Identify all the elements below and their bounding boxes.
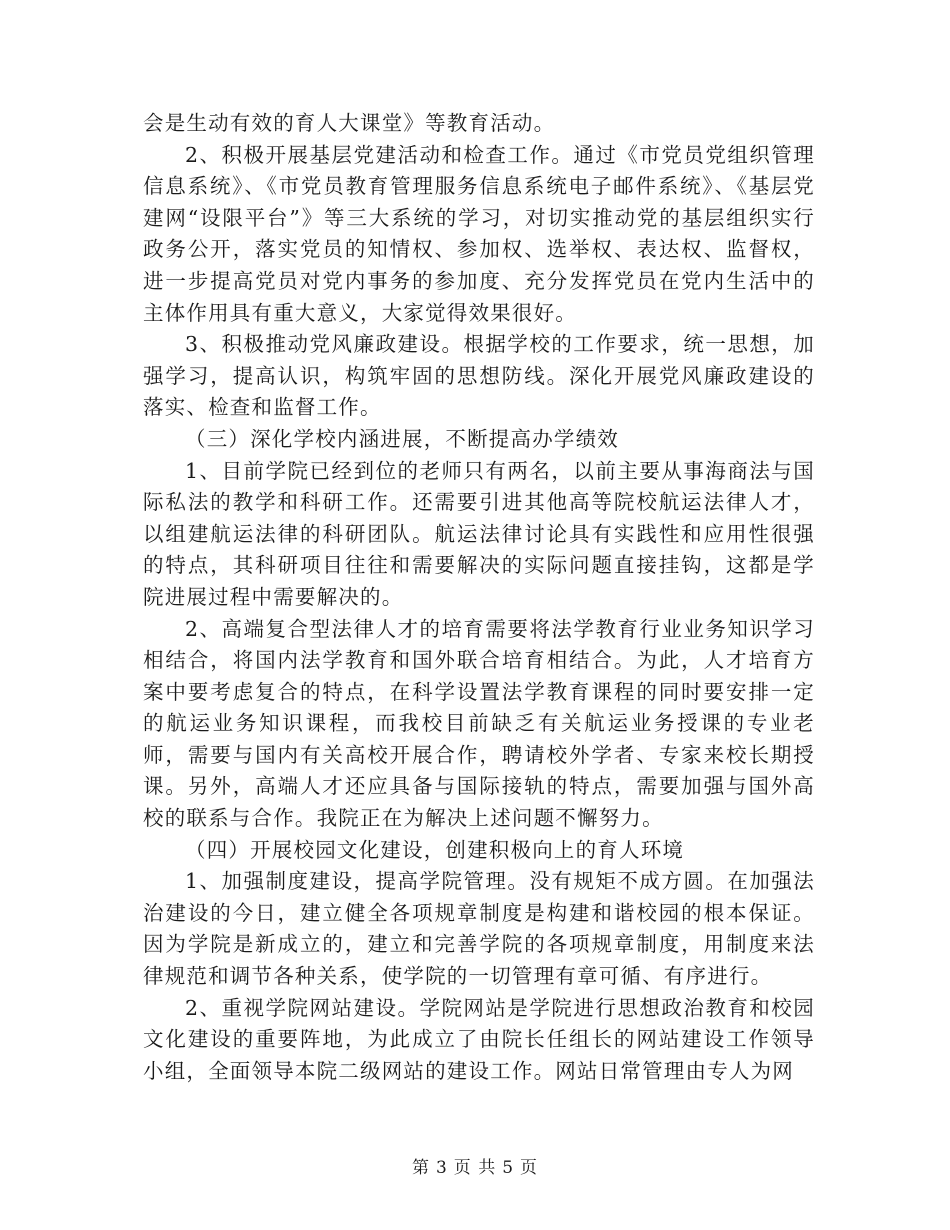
paragraph-anti-corruption: 3、积极推动党风廉政建设。根据学校的工作要求，统一思想，加强学习，提高认识，构筑牢固的思想防线。深化开展党风廉政建设的落实、检查和监督工作。 — [143, 332, 815, 420]
footer-suffix: 页 — [520, 1158, 539, 1178]
document-body — [143, 108, 815, 1087]
paragraph-party-building-activities: 2、积极开展基层党建活动和检查工作。通过《市党员党组织管理信息系统》、《市党员教育管理服务信息系统电子邮件系统》、《基层党建网“设限平台”》等三大系统的学习，对切实推动党的基层组织实行政务公开，落实党员的知情权、参加权、选举权、表达权、监督权，进一步提高党员对党内事务的参加度、充分发挥党员在党内生活中的主体作用具有重大意义，大家觉得效果很好。 — [143, 142, 815, 325]
footer-middle: 页 共 — [453, 1158, 497, 1178]
paragraph-continuation: 会是生动有效的育人大课堂》等教育活动。 — [143, 111, 556, 135]
footer-total-pages: 5 — [502, 1158, 515, 1178]
paragraph-faculty: 1、目前学院已经到位的老师只有两名，以前主要从事海商法与国际私法的教学和科研工作。还需要引进其他高等院校航运法律人才，以组建航运法律的科研团队。航运法律讨论具有实践性和应用性很强的特点，其科研项目往往和需要解决的实际问题直接挂钩，这都是学院进展过程中需要解决的。 — [143, 458, 815, 609]
paragraph-regulations: 1、加强制度建设，提高学院管理。没有规矩不成方圆。在加强法治建设的今日，建立健全各项规章制度是构建和谐校园的根本保证。因为学院是新成立的，建立和完善学院的各项规章制度，用制度来法律规范和调节各种关系，使学院的一切管理有章可循、有序进行。 — [143, 869, 815, 989]
paragraph-website: 2、重视学院网站建设。学院网站是学院进行思想政治教育和校园文化建设的重要阵地，为此成立了由院长任组长的网站建设工作领导小组，全面领导本院二级网站的建设工作。网站日常管理由专人为网 — [143, 995, 815, 1083]
section-heading-three: （三）深化学校内涵进展，不断提高办学绩效 — [185, 426, 619, 451]
section-heading-four: （四）开展校园文化建设，创建积极向上的育人环境 — [185, 837, 685, 862]
footer-page-number: 3 — [435, 1158, 448, 1178]
footer-prefix: 第 — [411, 1158, 430, 1178]
paragraph-talent-training: 2、高端复合型法律人才的培育需要将法学教育行业业务知识学习相结合，将国内法学教育和国外联合培育相结合。为此，人才培育方案中要考虑复合的特点，在科学设置法学教育课程的同时要安排一定的航运业务知识课程，而我校目前缺乏有关航运业务授课的专业老师，需要与国内有关高校开展合作，聘请校外学者、专家来校长期授课。另外，高端人才还应具备与国际接轨的特点，需要加强与国外高校的联系与合作。我院正在为解决上述问题不懈努力。 — [143, 616, 815, 831]
page-footer — [0, 1153, 950, 1178]
